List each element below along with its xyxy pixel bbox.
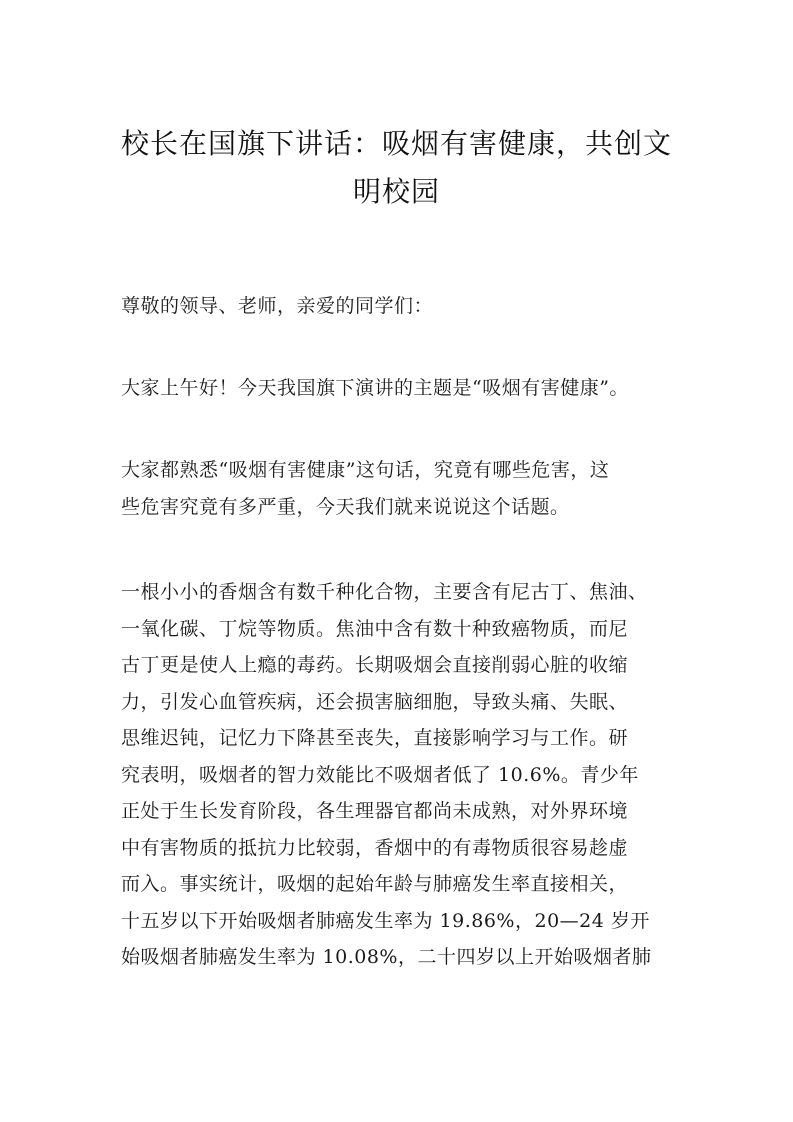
paragraph-line: 古丁更是使人上瘾的毒药。长期吸烟会直接削弱心脏的收缩	[121, 654, 629, 676]
document-title	[0, 120, 793, 216]
paragraph-line: 中有害物质的抵抗力比较弱，香烟中的有毒物质很容易趁虚	[121, 836, 629, 859]
paragraph-line: 而入。事实统计，吸烟的起始年龄与肺癌发生率直接相关，	[121, 873, 629, 895]
paragraph-line: 始吸烟者肺癌发生率为 10.08%，二十四岁以上开始吸烟者肺	[121, 946, 652, 968]
paragraph-line: 十五岁以下开始吸烟者肺癌发生率为 19.86%，20—24 岁开	[121, 909, 650, 932]
paragraph-body	[121, 574, 674, 976]
paragraph-topic	[121, 452, 674, 525]
paragraph-line: 些危害究竟有多严重，今天我们就来说说这个话题。	[121, 495, 570, 518]
paragraph-line: 一根小小的香烟含有数千种化合物，主要含有尼古丁、焦油、	[121, 581, 648, 603]
paragraph-line: 大家上午好！今天我国旗下演讲的主题是“吸烟有害健康”。	[121, 377, 629, 399]
paragraph-line: 正处于生长发育阶段，各生理器官都尚未成熟，对外界环境	[121, 800, 629, 822]
paragraph-line: 思维迟钝，记忆力下降甚至丧失，直接影响学习与工作。研	[121, 727, 629, 749]
title-line-1: 校长在国旗下讲话：吸烟有害健康，共创文	[120, 127, 672, 160]
paragraph-line: 大家都熟悉“吸烟有害健康”这句话，究竟有哪些危害，这	[121, 459, 610, 481]
paragraph-greeting	[121, 288, 674, 325]
paragraph-line: 力，引发心血管疾病，还会损害脑细胞，导致头痛、失眠、	[121, 690, 629, 713]
paragraph-line: 一氧化碳、丁烷等物质。焦油中含有数十种致癌物质，而尼	[121, 617, 629, 640]
title-line-2: 明校园	[352, 175, 440, 208]
paragraph-line: 究表明，吸烟者的智力效能比不吸烟者低了 10.6%。青少年	[121, 763, 639, 786]
paragraph-line: 尊敬的领导、老师，亲爱的同学们：	[121, 295, 434, 317]
paragraph-opening	[121, 370, 674, 407]
